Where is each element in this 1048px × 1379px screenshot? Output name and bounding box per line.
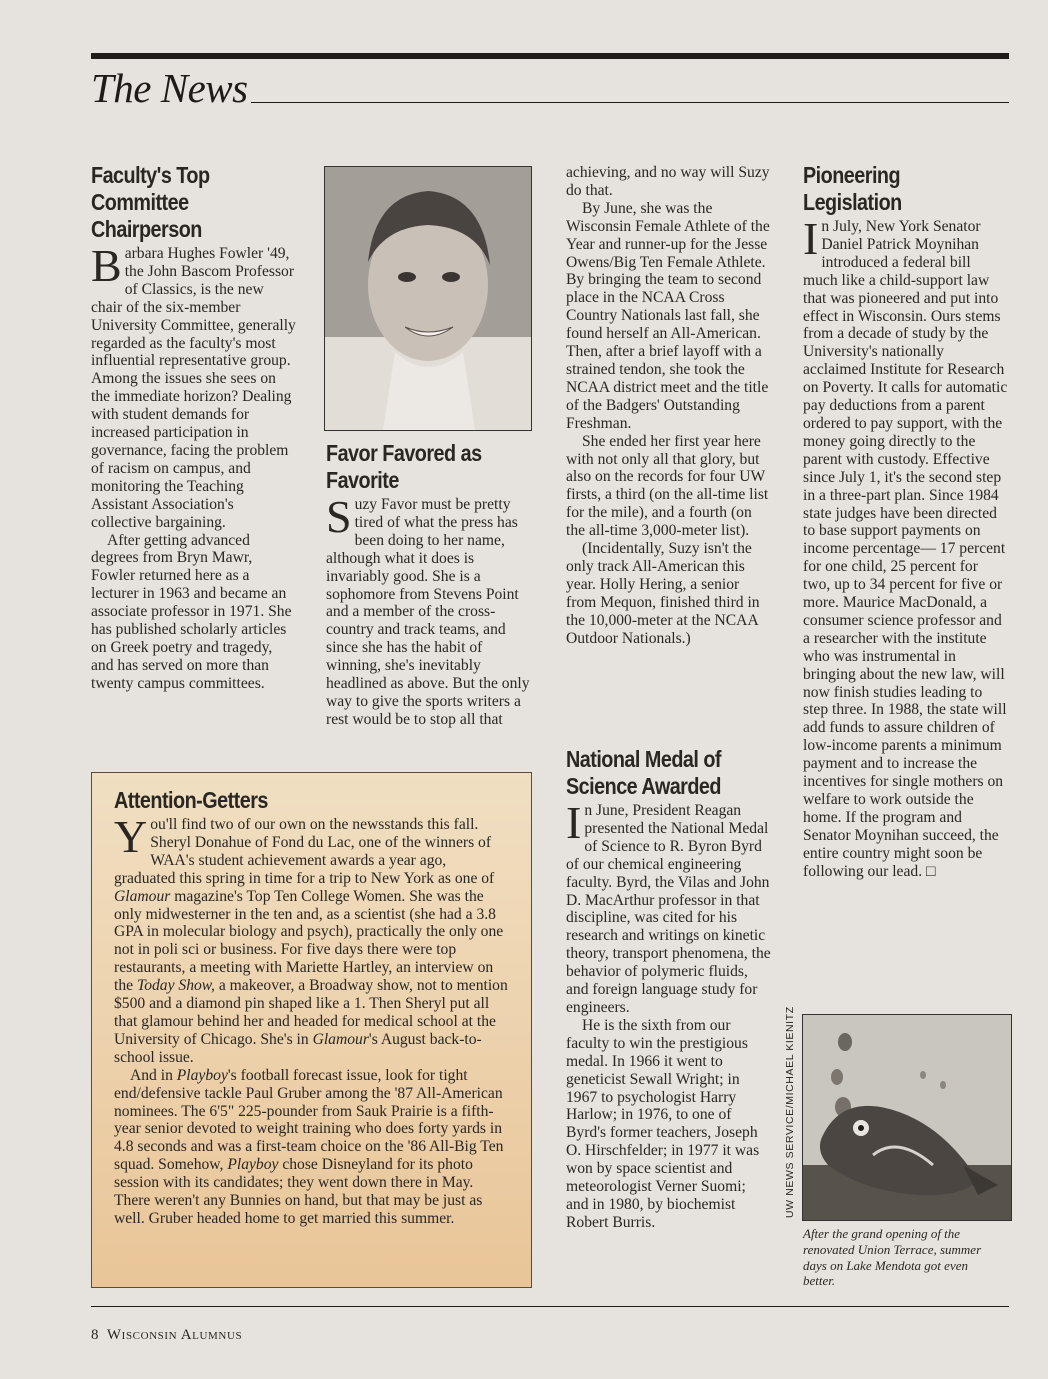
suzy-favor-portrait <box>324 166 532 431</box>
attention-getters-box <box>91 772 532 1288</box>
section-title-rule <box>251 102 1009 103</box>
page-footer <box>91 1327 242 1344</box>
photo-caption: After the grand opening of the renovated Union Terrace, summer days on Lake Mendota got even better. <box>803 1226 982 1289</box>
bottom-rule <box>91 1306 1009 1307</box>
medal-paragraph-2: He is the sixth from our faculty to win the prestigious medal. In 1966 it went to geneticist Sewall Wright; in 1967 to psychologist Harry Harlow; in 1976, to one of Byrd's former teachers, Joseph O. Hirschfelder; in 1977 it was won by space scientist and meteorologist Verner Suomi; and in 1980, by biochemist Robert Burris. <box>566 1016 760 1231</box>
faculty-drop-cap: B <box>91 240 122 291</box>
faculty-paragraph-1: Barbara Hughes Fowler '49, the John Bascom Professor of Classics, is the new chair of the six-member University Committee, generally regarded as the faculty's most influential representative group. Among the issues she sees on the immediate horizon? Dealing with student demands for increased participation in governance, facing the problem of racism on campus, and monitoring the Teaching Assistant Association's collective bargaining. <box>91 240 296 531</box>
attention-paragraph-2: And in Playboy's football forecast issue, look for tight end/defensive tackle Paul Gruber among the '87 All-American nominees. The 6'5" 225-pounder from Sauk Prairie is a fifth-year senior devoted to weight training who does forty yards in 4.8 seconds and was a first-team choice on the '86 All-Big Ten squad. Somehow, Playboy chose Disneyland for its photo session with its candidates; they went down there in May. There weren't any Bunnies on hand, but that may be just as well. Gruber headed home to get married this summer. <box>114 1066 504 1227</box>
attention-heading: Attention-Getters <box>114 787 268 813</box>
favor-heading: Favor Favored as Favorite <box>326 440 482 493</box>
pioneering-paragraph-1: In July, New York Senator Daniel Patrick Moynihan introduced a federal bill much like a child-support law that was pioneered and put into effect in Wisconsin. Ours stems from a decade of study by the University's nationally acclaimed Institute for Research on Poverty. It calls for automatic pay deductions from a parent ordered to pay support, with the money going directly to the parent with custody. Effective since July 1, it's the second step in a three-part plan. Since 1984 state judges have been directed to base support payments on income percentage— 17 percent for one child, 25 percent for two, up to 34 percent for five or more. Maurice MacDonald, a consumer science professor and a researcher with the institute who was instrumental in bringing about the new law, will now finish studies leading to step three. In 1988, the state will add funds to assure children of low-income parents a minimum payment and to increase the incentives for single mothers on welfare to work outside the home. If the program and Senator Moynihan succeed, the entire country might soon be following our lead. □ <box>803 213 1008 880</box>
top-rule <box>91 53 1009 59</box>
attention-drop-cap: Y <box>114 811 148 862</box>
favor-paragraph-4: (Incidentally, Suzy isn't the only track All-American this year. Holly Hering, a senior from Mequon, finished third in the 10,000-meter at the NCAA Outdoor Nationals.) <box>566 540 760 647</box>
publication-name: Wisconsin Alumnus <box>106 1327 243 1343</box>
section-title: The News <box>91 65 248 111</box>
medal-article <box>566 746 772 1232</box>
medal-paragraph-1: In June, President Reagan presented the National Medal of Science to R. Byron Byrd of our chemical engineering faculty. Byrd, the Vilas and John D. MacArthur professor in that discipline, was cited for his research and writings on kinetic theory, transport phenomena, the behavior of polymeric fluids, and foreign language study for engineers. <box>566 797 771 1016</box>
pioneering-heading: Pioneering Legislation <box>803 162 902 215</box>
favor-article-continued <box>566 164 772 647</box>
pioneering-drop-cap: I <box>803 213 819 264</box>
favor-paragraph-1: Suzy Favor must be pretty tired of what the press has been doing to her name, although what it does is invariably good. She is a sophomore from Stevens Point and a member of the cross-country and track teams, and since she has the habit of winning, she's inevitably headlined as above. But the only way to give the sports writers a rest would be to stop all that <box>326 491 530 728</box>
favor-article <box>326 440 532 729</box>
favor-paragraph-3: She ended her first year here with not only all that glory, but also on the records for four UW firsts, a third (on the all-time list for the mile), and a fourth (on the all-time 3,000-meter list). <box>566 432 769 540</box>
section-header <box>91 64 1009 110</box>
pioneering-article <box>803 162 1009 881</box>
page-number: 8 <box>91 1327 99 1343</box>
faculty-article <box>91 162 297 693</box>
end-mark-icon: □ <box>926 862 936 880</box>
favor-paragraph-2: By June, she was the Wisconsin Female Athlete of the Year and runner-up for the Jesse Owens/Big Ten Female Athlete. By bringing the team to second place in the NCAA Cross Country Nationals last fall, she found herself an All-American. Then, after a brief layoff with a strained tendon, she took the NCAA district meet and the title of the Badgers' Outstanding Freshman. <box>566 199 770 432</box>
faculty-paragraph-2: After getting advanced degrees from Bryn Mawr, Fowler returned here as a lecturer in 1963 and became an associate professor in 1971. She has published scholarly articles on Greek poetry and tragedy, and has served on more than twenty campus committees. <box>91 531 292 692</box>
favor-paragraph-1-cont: achieving, and no way will Suzy do that. <box>566 164 770 199</box>
photo-credit: UW NEWS SERVICE/MICHAEL KIENITZ <box>784 1006 796 1218</box>
favor-drop-cap: S <box>326 491 352 542</box>
faculty-heading: Faculty's Top Committee Chairperson <box>91 162 210 242</box>
medal-heading: National Medal of Science Awarded <box>566 746 721 799</box>
medal-drop-cap: I <box>566 797 582 848</box>
attention-paragraph-1: You'll find two of our own on the newsstands this fall. Sheryl Donahue of Fond du Lac, one of the winners of WAA's student achievement awards a year ago, graduated this spring in time for a trip to New York as one of Glamour magazine's Top Ten College Women. She was the only midwesterner in the ten and, as a scientist (she had a 3.8 GPA in molecular biology and psych), practically the only one not in poli sci or business. For five days there were top restaurants, a meeting with Mariette Hartley, an interview on the Today Show, a makeover, a Broadway show, not to mention $500 and a diamond pin shaped like a 1. Then Sheryl put all that glamour behind her and headed for medical school at the University of Chicago. She's in Glamour's August back-to-school issue. <box>114 811 508 1066</box>
union-terrace-photo <box>802 1014 1012 1221</box>
